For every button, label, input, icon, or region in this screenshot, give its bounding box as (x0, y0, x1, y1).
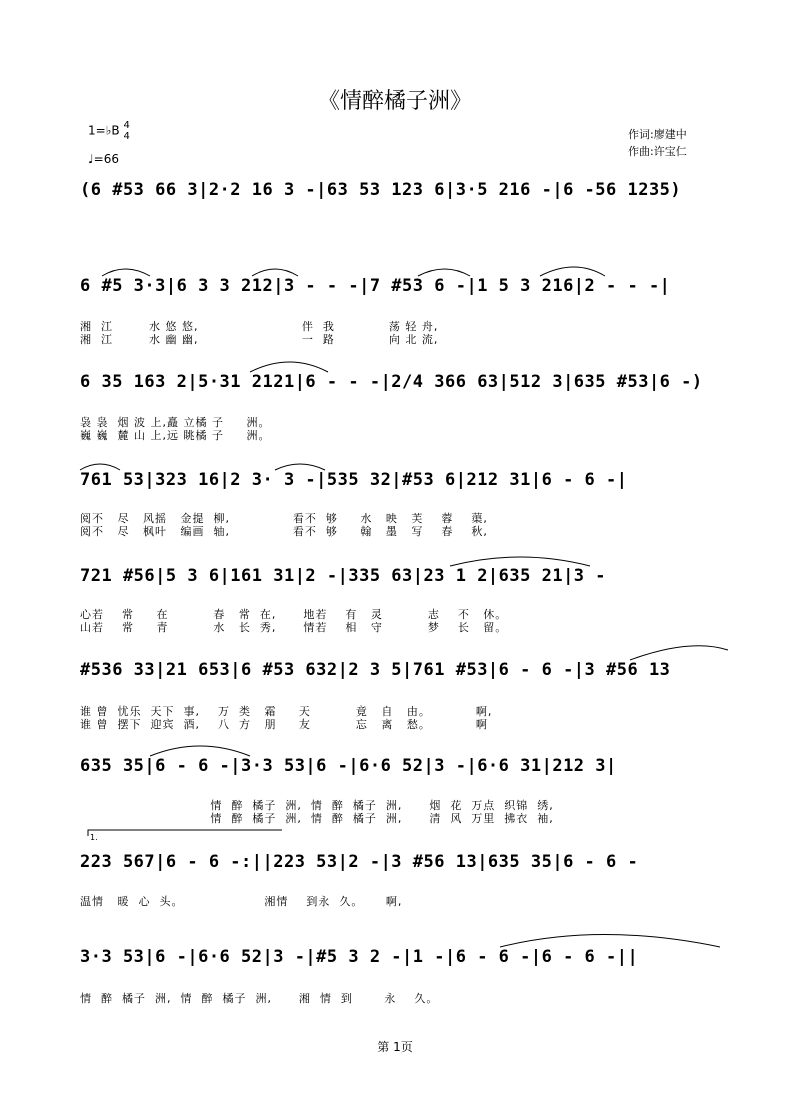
page-footer: 第 1页 (377, 1040, 413, 1054)
lyric-row-6-verse-1: 谁 曾 忧乐 天下 事, 万 类 霜 天 竟 自 由。 啊, (80, 705, 493, 718)
lyricist-credit: 作词:廖建中 (628, 128, 687, 141)
slur (80, 464, 120, 470)
slur (150, 746, 250, 756)
meter-top: 4 (123, 120, 130, 131)
score-row-7: 635 35|6 - 6 -|3·3 53|6 -|6·6 52|3 -|6·6 31|212 3| (80, 756, 617, 776)
slur (250, 362, 328, 372)
composer-credit: 作曲:许宝仁 (628, 145, 687, 158)
slur (500, 935, 720, 948)
song-title: 《情醉橘子洲》 (317, 89, 472, 114)
score-row-8: 223 567|6 - 6 -:||223 53|2 -|3 #56 13|635 35|6 - 6 - (80, 852, 639, 872)
score-row-2: 6 #5 3·3|6 3 3 212|3 - - -|7 #53 6 -|1 5 3 216|2 - - -| (80, 276, 671, 296)
lyric-row-2-verse-1: 湘 江 水 悠 悠, 伴 我 荡 轻 舟, (80, 320, 439, 333)
lyric-row-7-verse-2: 情 醉 橘子 洲, 情 醉 橘子 洲, 清 风 万里 拂衣 袖, (80, 812, 554, 825)
lyric-row-6-verse-2: 谁 曾 摆下 迎宾 酒, 八 方 朋 友 忘 离 愁。 啊 (80, 718, 488, 731)
svg-text:1.: 1. (90, 833, 98, 842)
lyric-row-8: 温情 暖 心 头。 湘情 到永 久。 啊, (80, 895, 403, 908)
lyric-row-3-verse-2: 巍 巍 麓 山 上,远 眺橘 子 洲。 (80, 429, 271, 442)
slur (540, 267, 605, 276)
slur (450, 557, 590, 566)
slur (418, 269, 470, 276)
score-row-6: #536 33|21 653|6 #53 632|2 3 5|761 #53|6 - 6 -|3 #56 13 (80, 660, 671, 680)
slur (275, 464, 325, 470)
lyric-row-4-verse-1: 阅不 尽 风摇 金提 柳, 看不 够 水 映 芙 蓉 蕖, (80, 512, 488, 525)
volta-bracket (88, 830, 282, 836)
score-row-5: 721 #56|5 3 6|161 31|2 -|335 63|23 1 2|635 21|3 - (80, 566, 607, 586)
lyric-row-9: 情 醉 橘子 洲, 情 醉 橘子 洲, 湘 情 到 永 久。 (80, 992, 439, 1005)
slur (252, 269, 298, 276)
key-note: B (111, 123, 120, 138)
score-row-9: 3·3 53|6 -|6·6 52|3 -|#5 3 2 -|1 -|6 - 6 -|6 - 6 -|| (80, 947, 639, 967)
lyric-row-3-verse-1: 袅 袅 烟 波 上,矗 立橘 子 洲。 (80, 416, 271, 429)
lyric-row-7-verse-1: 情 醉 橘子 洲, 情 醉 橘子 洲, 烟 花 万点 织锦 绣, (80, 799, 554, 812)
lyric-row-2-verse-2: 湘 江 水 幽 幽, 一 路 向 北 流, (80, 333, 439, 346)
key-prefix: 1= (88, 123, 106, 138)
lyric-row-4-verse-2: 阅不 尽 枫叶 编画 轴, 看不 够 翰 墨 写 春 秋, (80, 525, 488, 538)
score-row-1: (6 #53 66 3|2·2 16 3 -|63 53 123 6|3·5 216 -|6 -56 1235) (80, 180, 682, 200)
lyric-row-5-verse-1: 心若 常 在 春 常 在, 地若 有 灵 志 不 休。 (80, 608, 508, 621)
slur (630, 646, 728, 660)
tempo-marking: ♩=66 (88, 152, 119, 166)
flat-sign: ♭ (105, 123, 112, 138)
score-row-4: 761 53|323 16|2 3· 3 -|535 32|#53 6|212 31|6 - 6 -| (80, 470, 628, 490)
slur (102, 269, 150, 276)
score-row-3: 6 35 163 2|5·31 2121|6 - - -|2/4 366 63|512 3|635 #53|6 -) (80, 372, 703, 392)
lyric-row-5-verse-2: 山若 常 青 水 长 秀, 情若 相 守 梦 长 留。 (80, 621, 508, 634)
meter-bottom: 4 (123, 131, 130, 142)
